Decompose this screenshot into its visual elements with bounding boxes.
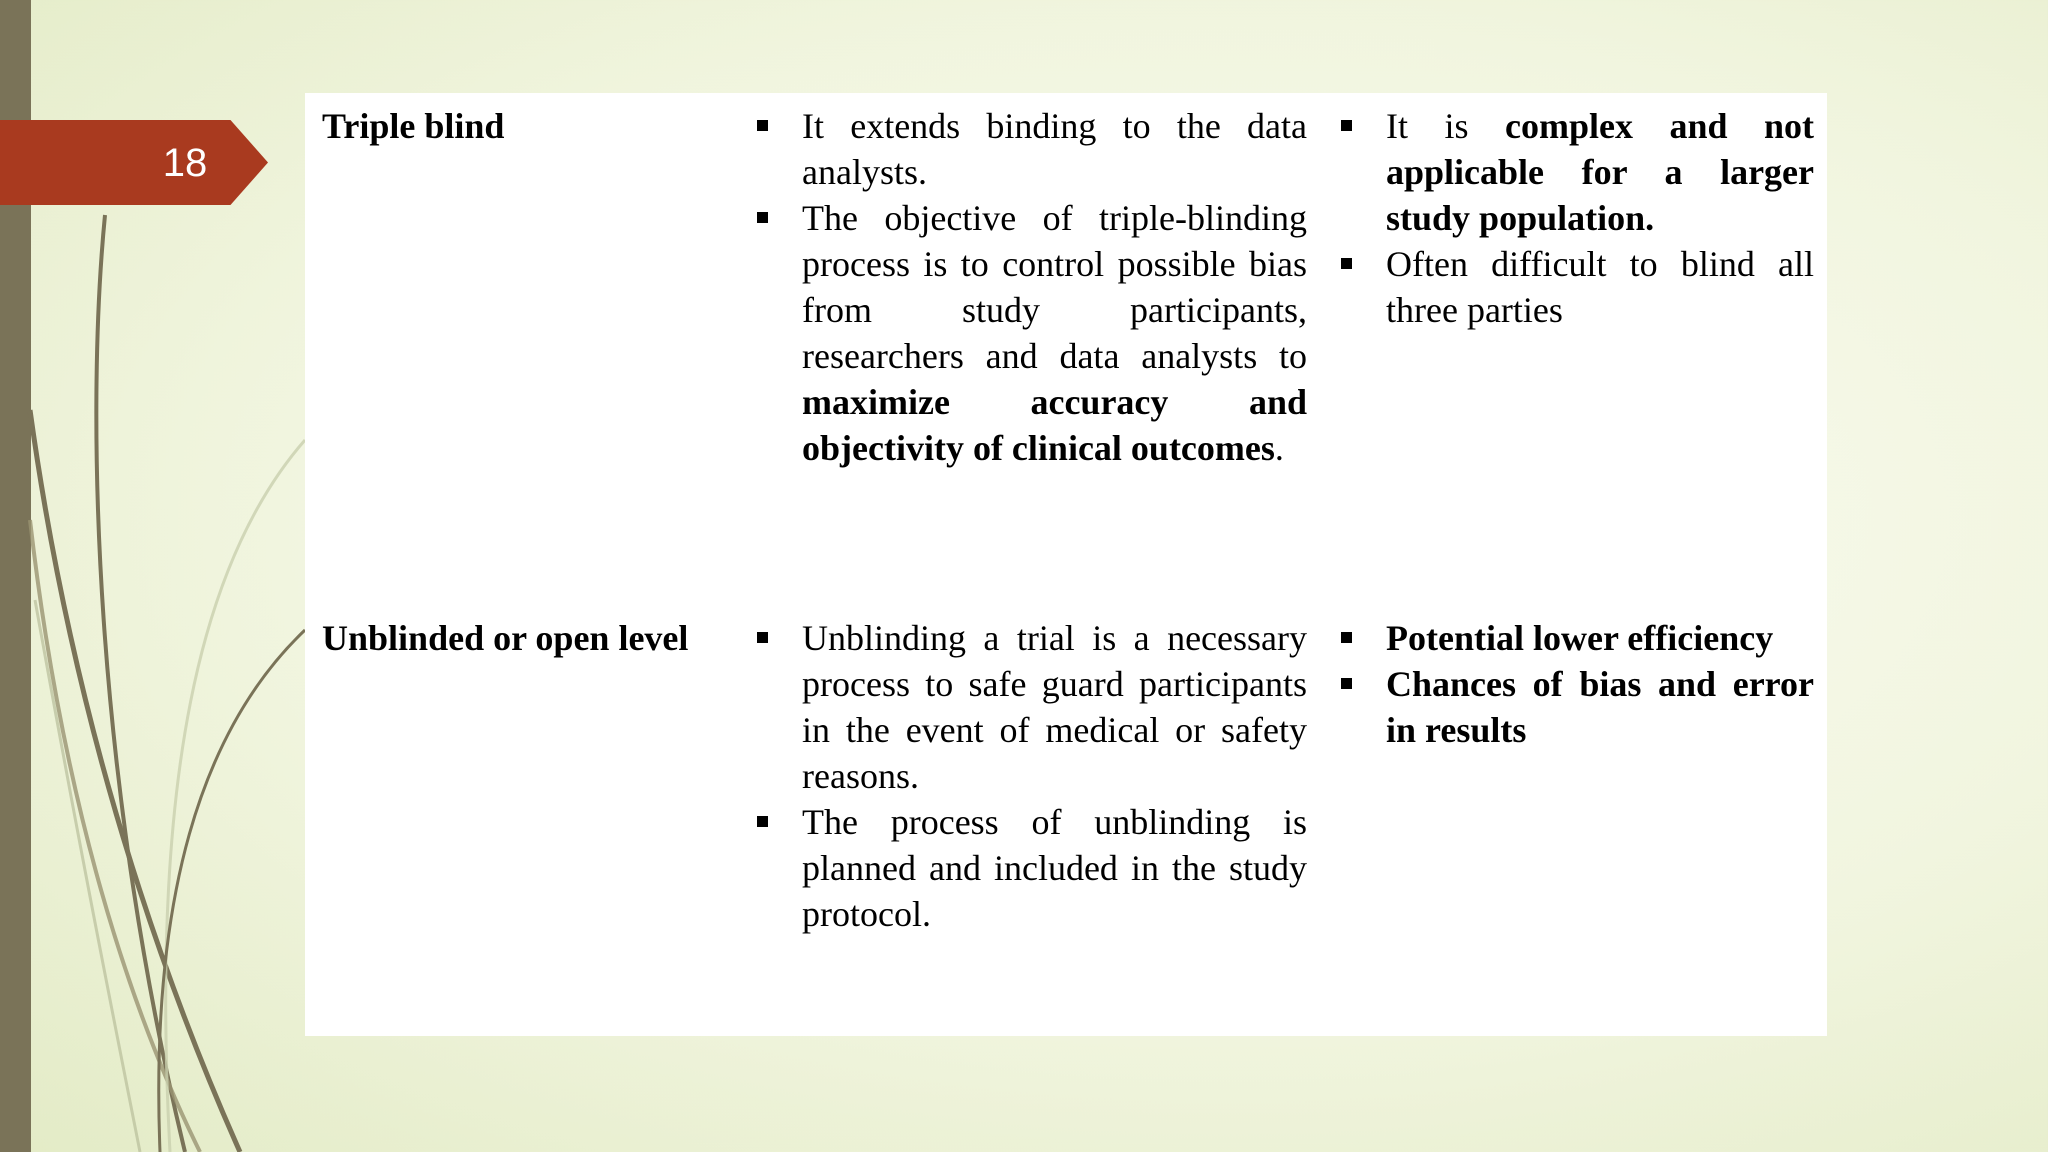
bullet-item: Often difficult to blind all three parties: [1339, 241, 1814, 333]
slide-number: 18: [162, 141, 208, 185]
square-bullet-icon: [1341, 120, 1352, 131]
bullet-item: It is complex and not applicable for a larger study population.: [1339, 103, 1814, 241]
disadvantages-cell: [1339, 103, 2048, 333]
disadvantages-cell: [1339, 615, 2048, 753]
comparison-table: [305, 93, 1827, 1036]
bullet-item: Chances of bias and error in results: [1339, 661, 1814, 753]
square-bullet-icon: [1341, 678, 1352, 689]
bullet-item: It extends binding to the data analysts.: [755, 103, 1307, 195]
square-bullet-icon: [1341, 258, 1352, 269]
bullet-list: [1339, 103, 2048, 333]
bullet-item: Unblinding a trial is a necessary process to safe guard participants in the event of medical or safety reasons.: [755, 615, 1307, 799]
bullet-list: [1339, 615, 2048, 753]
square-bullet-icon: [1341, 632, 1352, 643]
square-bullet-icon: [757, 120, 768, 131]
row-label: Triple blind: [322, 106, 505, 146]
square-bullet-icon: [757, 816, 768, 827]
row-label: Unblinded or open level: [322, 618, 689, 658]
square-bullet-icon: [757, 212, 768, 223]
slide-number-badge: [0, 120, 268, 205]
bullet-item: Potential lower efficiency: [1339, 615, 1814, 661]
bullet-item: The objective of triple-blinding process is to control possible bias from study participants, researchers and data analysts to maximize accuracy and objectivity of clinical outcomes.: [755, 195, 1307, 471]
square-bullet-icon: [757, 632, 768, 643]
bullet-item: The process of unblinding is planned and included in the study protocol.: [755, 799, 1307, 937]
